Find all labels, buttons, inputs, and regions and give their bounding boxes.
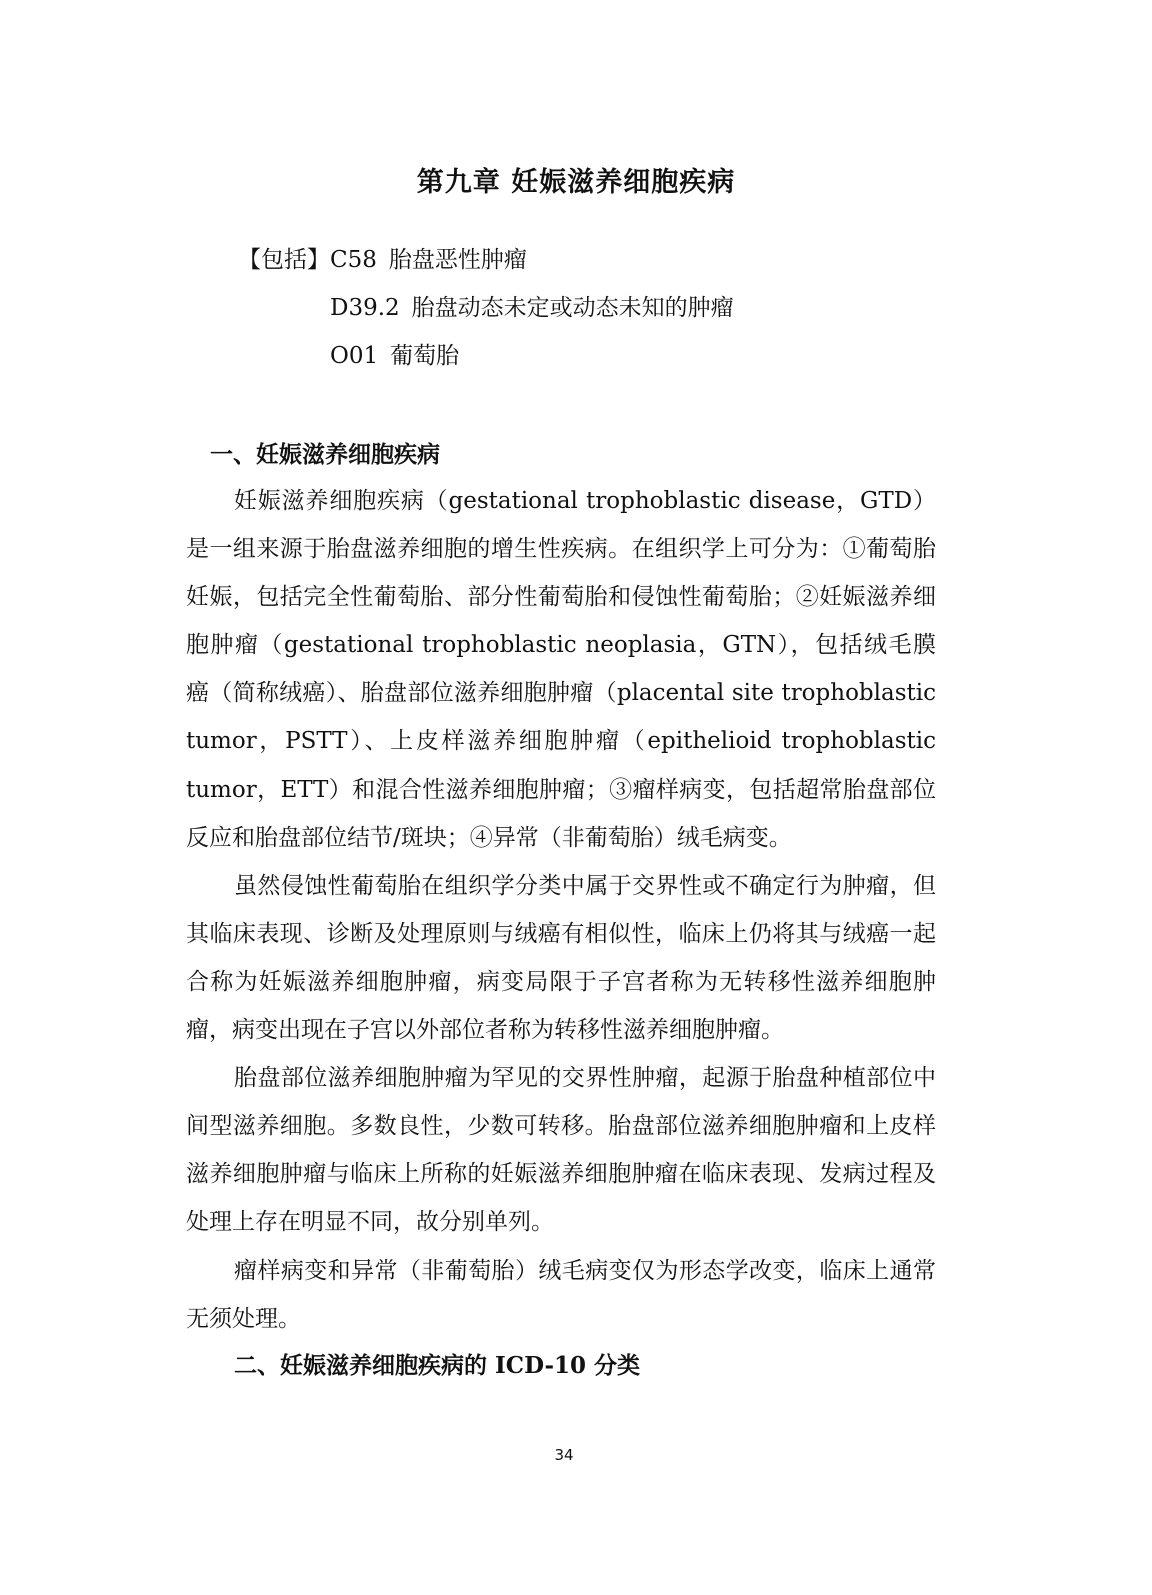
include-list (238, 240, 734, 384)
section-heading-1: 一、妊娠滋养细胞疾病 (210, 441, 440, 468)
page-number: 34 (554, 1446, 574, 1464)
include-code: C58 (330, 247, 377, 273)
include-row (238, 336, 734, 384)
include-name: 葡萄胎 (390, 343, 460, 369)
include-code: D39.2 (330, 295, 400, 321)
paragraph: 胎盘部位滋养细胞肿瘤为罕见的交界性肿瘤，起源于胎盘种植部位中间型滋养细胞。多数良性，少数可转移。胎盘部位滋养细胞肿瘤和上皮样滋养细胞肿瘤与临床上所称的妊娠滋养细胞肿瘤在临床表现、发病过程及处理上存在明显不同，故分别单列。 (186, 1065, 936, 1236)
paragraph: 虽然侵蚀性葡萄胎在组织学分类中属于交界性或不确定行为肿瘤，但其临床表现、诊断及处理原则与绒癌有相似性，临床上仍将其与绒癌一起合称为妊娠滋养细胞肿瘤，病变局限于子宫者称为无转移性滋养细胞肿瘤，病变出现在子宫以外部位者称为转移性滋养细胞肿瘤。 (186, 872, 936, 1044)
include-name: 胎盘恶性肿瘤 (388, 247, 527, 273)
include-label: 【包括】 (238, 247, 330, 273)
include-row (238, 240, 734, 288)
section-heading-2: 二、妊娠滋养细胞疾病的 ICD-10 分类 (234, 1352, 641, 1379)
paragraph: 瘤样病变和异常（非葡萄胎）绒毛病变仅为形态学改变，临床上通常无须处理。 (186, 1257, 936, 1332)
include-row (238, 288, 734, 336)
include-name: 胎盘动态未定或动态未知的肿瘤 (411, 295, 734, 321)
section-body (186, 477, 936, 1343)
chapter-title: 第九章 妊娠滋养细胞疾病 (416, 167, 736, 198)
paragraph: 妊娠滋养细胞疾病（gestational trophoblastic disease，GTD）是一组来源于胎盘滋养细胞的增生性疾病。在组织学上可分为：①葡萄胎妊娠，包括完全性葡萄胎、部分性葡萄胎和侵蚀性葡萄胎；②妊娠滋养细胞肿瘤（gestational trophoblastic neoplasia，GTN），包括绒毛膜癌（简称绒癌）、胎盘部位滋养细胞肿瘤（placental site trophoblastic tumor，PSTT）、上皮样滋养细胞肿瘤（epithelioid trophoblastic tumor，ETT）和混合性滋养细胞肿瘤；③瘤样病变，包括超常胎盘部位反应和胎盘部位结节/斑块；④异常（非葡萄胎）绒毛病变。 (186, 488, 936, 851)
include-code: O01 (330, 343, 379, 369)
